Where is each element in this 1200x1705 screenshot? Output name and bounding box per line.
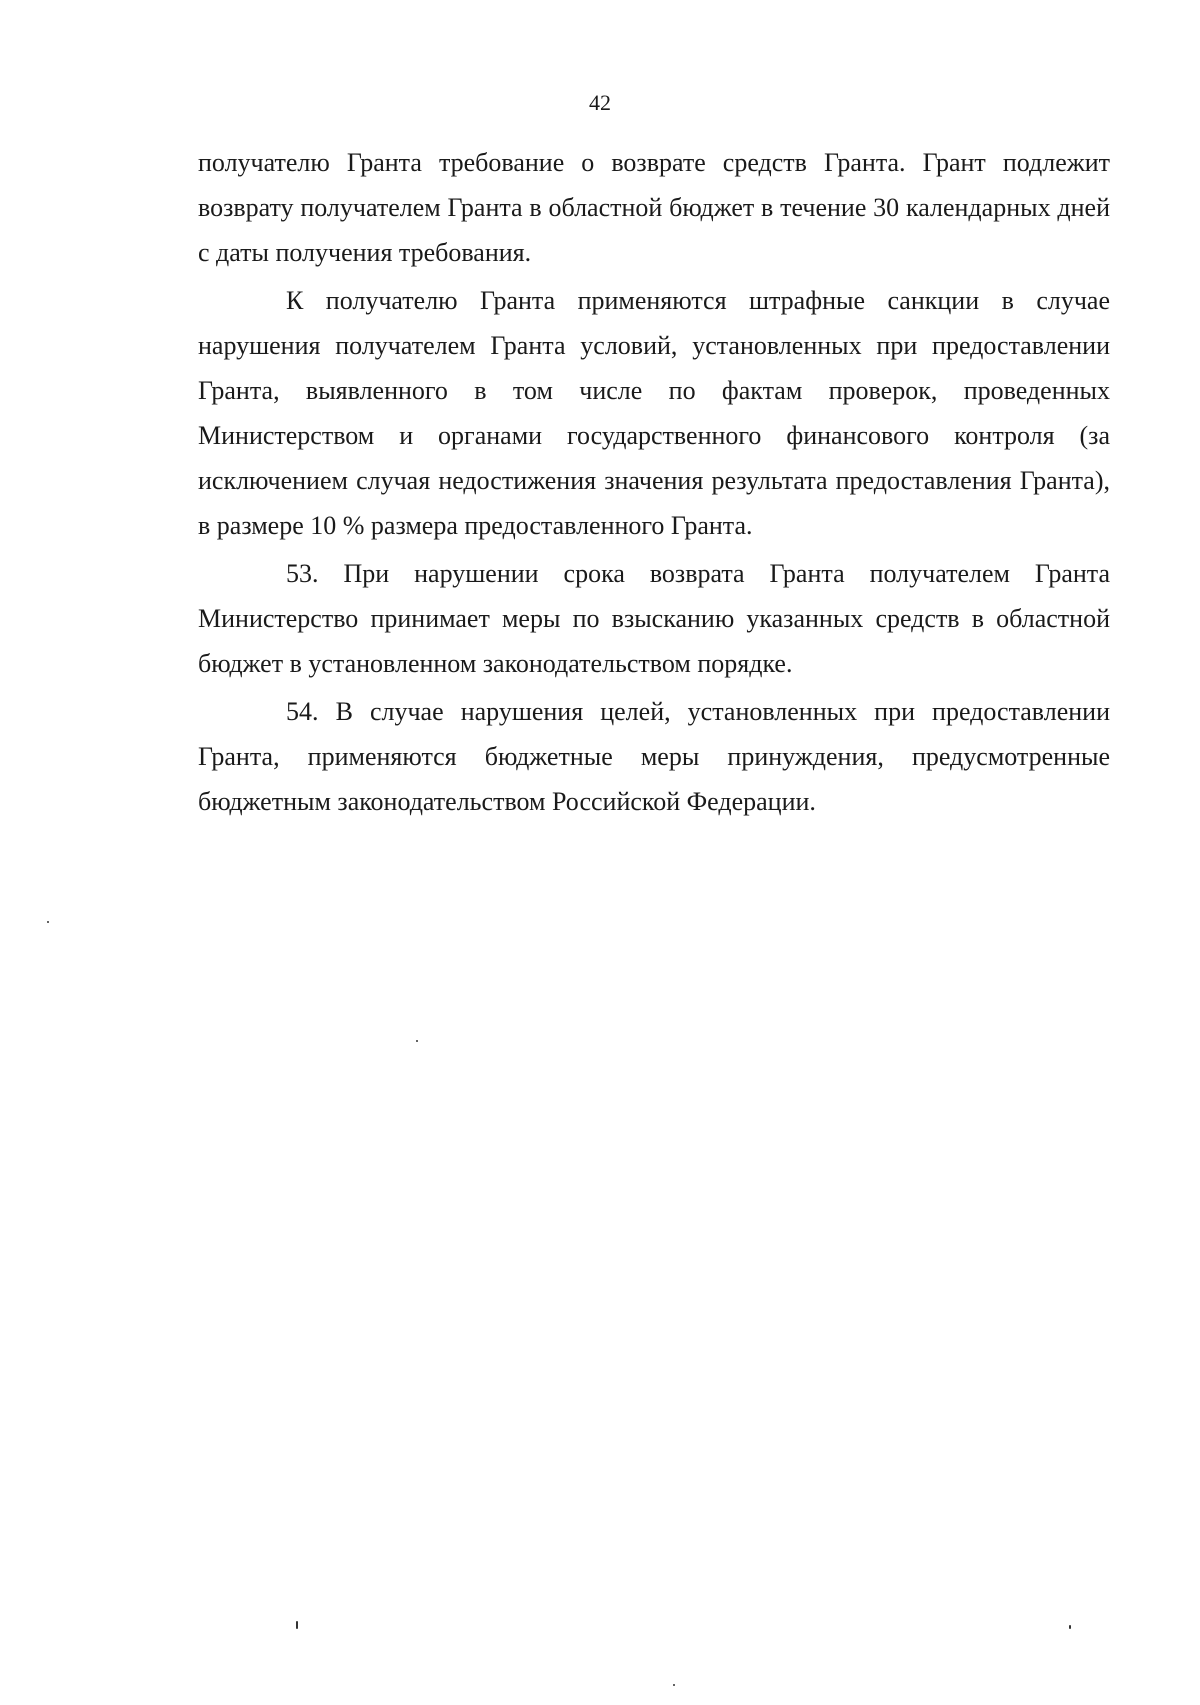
paragraph-53: 53. При нарушении срока возврата Гранта получателем Гранта Министерство принимает меры по взысканию указанных средств в областной бюджет в установленном законодательством порядке.	[198, 559, 1110, 678]
paragraph-continuation: получателю Гранта требование о возврате средств Гранта. Грант подлежит возврату получателем Гранта в областной бюджет в течение 30 календарных дней с даты получения требования.	[198, 148, 1110, 267]
scan-speck	[416, 1040, 418, 1042]
scan-speck	[47, 921, 49, 923]
scan-speck	[1069, 1625, 1071, 1629]
scan-speck	[296, 1621, 298, 1629]
paragraph-54: 54. В случае нарушения целей, установленных при предоставлении Гранта, применяются бюджетные меры принуждения, предусмотренные бюджетным законодательством Российской Федерации.	[198, 697, 1110, 816]
page-number: 42	[589, 90, 611, 115]
document-body	[198, 140, 1110, 827]
scan-speck	[673, 1684, 675, 1686]
paragraph-penalties: К получателю Гранта применяются штрафные санкции в случае нарушения получателем Гранта условий, установленных при предоставлении Гранта, выявленного в том числе по фактам проверок, проведенных Министерством и органами государственного финансового контроля (за исключением случая недостижения значения результата предоставления Гранта), в размере 10 % размера предоставленного Гранта.	[198, 286, 1110, 540]
